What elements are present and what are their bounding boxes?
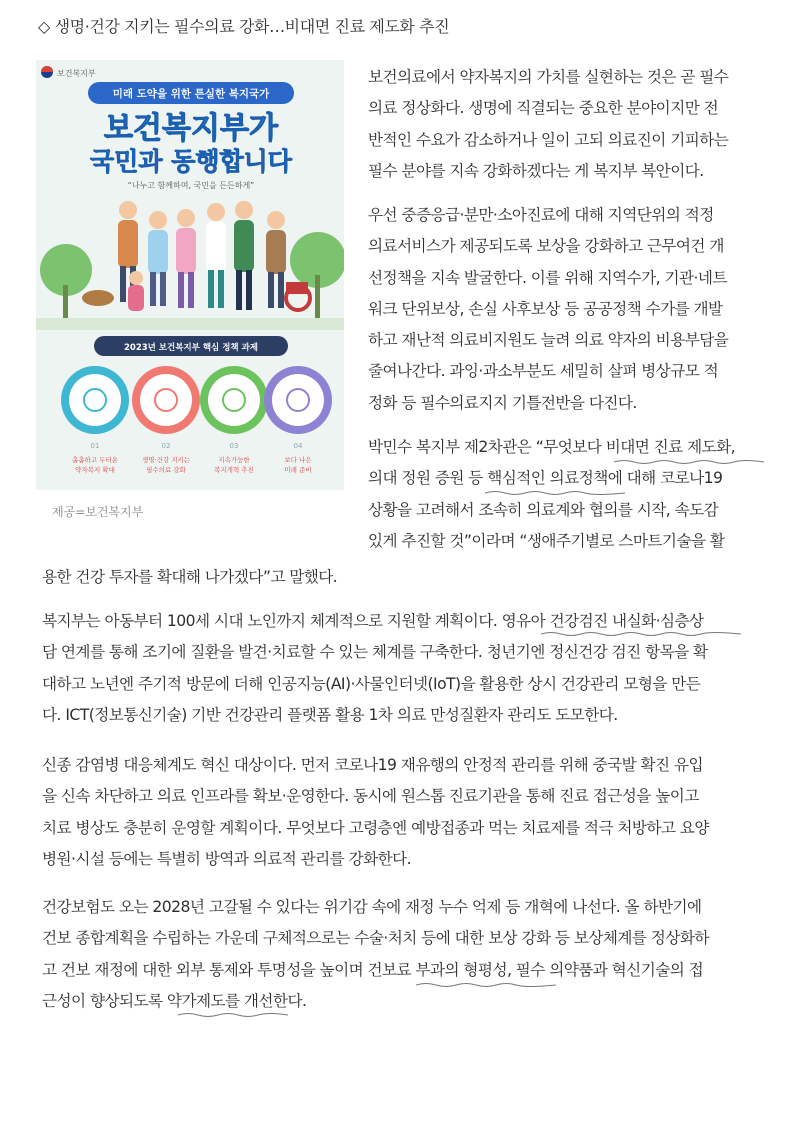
paragraph-line: 줄여나간다. 과잉·과소부분도 세밀히 살펴 병상규모 적 xyxy=(368,362,719,381)
handwritten-underline xyxy=(178,1012,288,1018)
task-3-line1: 지속가능한 xyxy=(218,456,250,464)
paragraph-line: 정화 등 필수의료지지 기틀전반을 다진다. xyxy=(368,393,637,412)
paragraph-line: 용한 건강 투자를 확대해 나가겠다”고 말했다. xyxy=(42,568,338,586)
paragraph-line: 상황을 고려해서 조속히 의료계와 협의를 시작, 속도감 xyxy=(368,500,719,519)
task-circle-inner-2 xyxy=(140,374,192,426)
paragraph-line: 하고 재난적 의료비지원도 늘려 의료 약자의 비용부담을 xyxy=(368,331,729,350)
poster-subtitle: “나누고 함께하며, 국민을 든든하게” xyxy=(127,181,255,190)
paragraph-line: 우선 중증응급·분만·소아진료에 대해 지역단위의 적정 xyxy=(368,206,714,224)
paragraph-line: 치료 병상도 충분히 운영할 계획이다. 무엇보다 고령층엔 예방접종과 먹는 치료제를 적극 처방하고 요양 xyxy=(42,818,709,837)
paragraph-line: 복지부는 아동부터 100세 시대 노인까지 체계적으로 지원할 계획이다. 영유아 건강검진 내실화·심층상 xyxy=(42,612,704,630)
poster-title-line1: 보건복지부가 xyxy=(104,111,278,146)
paragraph-line: 다. ICT(정보통신기술) 기반 건강관리 플랫폼 활용 1차 의료 만성질환자 관리도 도모한다. xyxy=(42,705,618,724)
poster-title-line2: 국민과 동행합니다 xyxy=(90,147,292,176)
handwritten-underline xyxy=(614,459,764,465)
task-bar-text: 2023년 보건복지부 핵심 정책 과제 xyxy=(123,343,259,353)
paragraph-1 xyxy=(368,62,758,187)
paragraph-line: 워크 단위보상, 손실 사후보상 등 공공정책 수가를 개발 xyxy=(368,299,723,318)
paragraph-line: 신종 감염병 대응체계도 혁신 대상이다. 먼저 코로나19 재유행의 안정적 관리를 위해 중국발 확진 유입 xyxy=(42,756,703,774)
task-1-num: 01 xyxy=(90,442,100,450)
task-4-line1: 보다 나은 xyxy=(284,456,312,464)
paragraph-4 xyxy=(42,606,762,731)
policy-poster xyxy=(36,60,344,490)
paragraph-line: 고 건보 재정에 대한 외부 통제와 투명성을 높이며 건보료 부과의 형평성, 필수 의약품과 혁신기술의 접 xyxy=(42,960,704,979)
paragraph-line: 있게 추진할 것”이라며 “생애주기별로 스마트기술을 활 xyxy=(368,531,725,550)
task-circle-inner-1 xyxy=(69,374,121,426)
paragraph-line: 건보 종합계획을 수립하는 가운데 구체적으로는 수술·처치 등에 대한 보상 강화 등 보상체계를 정상화하 xyxy=(42,929,709,948)
paragraph-line: 의료 정상화다. 생명에 직결되는 중요한 분야이지만 전 xyxy=(368,99,719,118)
paragraph-line: 의대 정원 증원 등 핵심적인 의료정책에 대해 코로나19 xyxy=(368,469,723,488)
paragraph-line: 박민수 복지부 제2차관은 “무엇보다 비대면 진료 제도화, xyxy=(368,438,736,456)
paragraph-5 xyxy=(42,750,762,875)
task-2-num: 02 xyxy=(161,442,171,450)
task-2-line1: 생명·건강 지키는 xyxy=(141,456,191,464)
paragraph-line: 을 신속 차단하고 의료 인프라를 확보·운영한다. 동시에 원스톱 진료기관을 통해 진료 접근성을 높이고 xyxy=(42,787,699,806)
paragraph-line: 필수 분야를 지속 강화하겠다는 게 복지부 복안이다. xyxy=(368,161,704,180)
poster-banner-text: 미래 도약을 위한 튼실한 복지국가 xyxy=(112,88,270,100)
paragraph-6 xyxy=(42,892,762,1017)
article-headline: ◇ 생명·건강 지키는 필수의료 강화…비대면 진료 제도화 추진 xyxy=(38,17,450,36)
paragraph-line: 근성이 향상되도록 약가제도를 개선한다. xyxy=(42,991,307,1010)
image-caption: 제공=보건복지부 xyxy=(52,505,144,519)
paragraph-line: 병원·시설 등에는 특별히 방역과 의료적 관리를 강화한다. xyxy=(42,849,412,868)
paragraph-line: 대하고 노년엔 주기적 방문에 더해 인공지능(AI)·사물인터넷(IoT)을 활용한 상시 건강관리 모형을 만든 xyxy=(42,674,701,693)
task-3-line2: 복지개혁 추진 xyxy=(214,466,254,474)
task-2-line2: 필수의료 강화 xyxy=(146,466,186,474)
handwritten-underline xyxy=(541,631,741,637)
ministry-logo-text: 보건복지부 xyxy=(57,69,96,78)
task-1-line1: 촘촘하고 두터운 xyxy=(71,456,119,464)
paragraph-line: 담 연계를 통해 조기에 질환을 발견·치료할 수 있는 체계를 구축한다. 청년기엔 정신건강 검진 항목을 확 xyxy=(42,643,708,662)
paragraph-2 xyxy=(368,200,758,419)
task-4-line2: 미래 준비 xyxy=(284,466,312,474)
task-circle-inner-4 xyxy=(272,374,324,426)
paragraph-3-tail xyxy=(42,562,762,593)
paragraph-line: 의료서비스가 제공되도록 보상을 강화하고 근무여건 개 xyxy=(368,237,724,256)
task-circle-inner-3 xyxy=(208,374,260,426)
ministry-logo-icon xyxy=(41,66,53,78)
task-1-line2: 약자복지 확대 xyxy=(75,466,115,474)
paragraph-line: 반적인 수요가 감소하거나 일이 고되 의료진이 기피하는 xyxy=(368,130,729,149)
handwritten-underline xyxy=(416,982,556,988)
paragraph-line: 보건의료에서 약자복지의 가치를 실현하는 것은 곧 필수 xyxy=(368,68,729,86)
paragraph-line: 선정책을 지속 발굴한다. 이를 위해 지역수가, 기관·네트 xyxy=(368,268,727,287)
task-3-num: 03 xyxy=(229,442,239,450)
handwritten-underline xyxy=(485,490,625,496)
task-4-num: 04 xyxy=(293,442,303,450)
paragraph-line: 건강보험도 오는 2028년 고갈될 수 있다는 위기감 속에 재정 누수 억제 등 개혁에 나선다. 올 하반기에 xyxy=(42,898,702,916)
